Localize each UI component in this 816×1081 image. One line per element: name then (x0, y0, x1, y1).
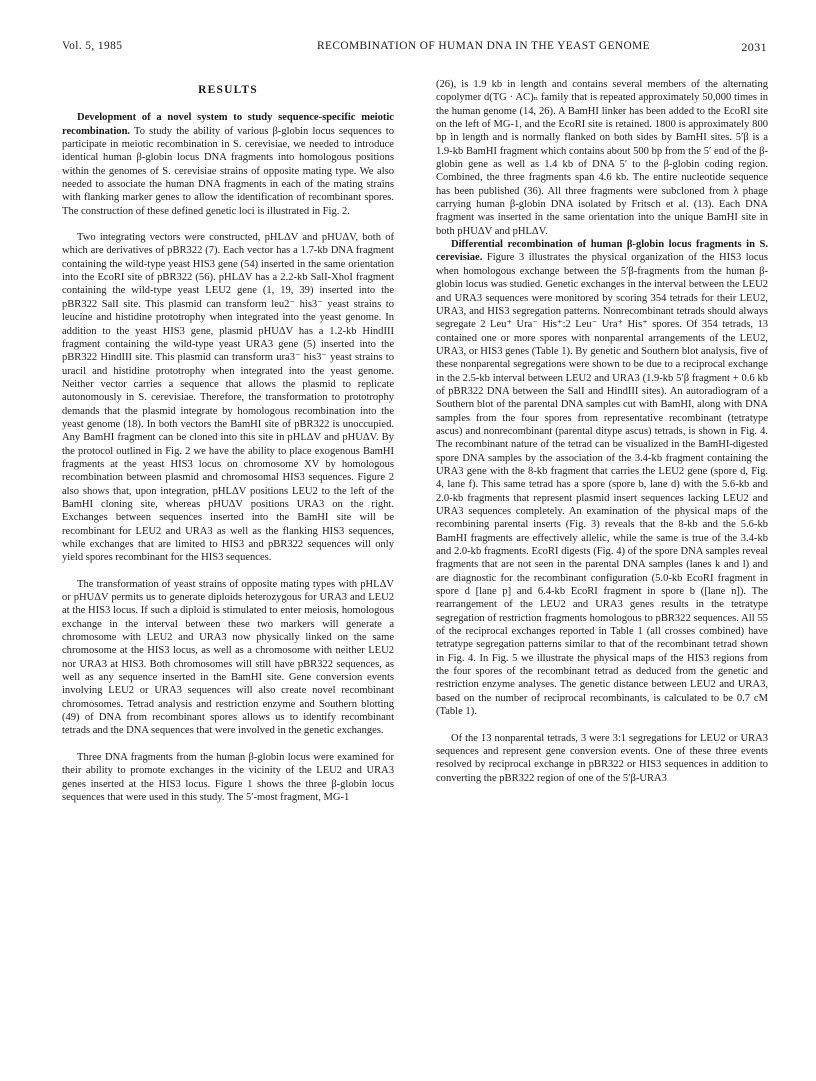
page-number: 2031 (741, 40, 767, 54)
paragraph-lead: Differential recombination of human β-globin locus fragments in S. cerevisiae. (436, 239, 768, 264)
paragraph: The transformation of yeast strains of opposite mating types with pHLΔV or pHUΔV permits us to generate diploids heterozygous for URA3 and LEU2 at the HIS3 locus. If such a diploid is stimulated to enter meiosis, homologous exchange in the interval between these two markers will generate a chromosome with LEU2 and URA3 now physically linked on the same chromosome at the HIS3 locus, as well as a chromosome with neither LEU2 nor URA3 at HIS3. Both chromosomes will still have pBR322 sequences, as well as any sequence inserted in the BamHI site. Gene conversion events involving LEU2 or URA3 sequences will also create novel recombinant chromosomes. Tetrad analysis and restriction enzyme and Southern blotting (49) of DNA from recombinant spores allows us to identify recombinant tetrads and the DNA sequences that were involved in the genetic exchanges. (62, 578, 394, 737)
paragraph-lead: Development of a novel system to study sequence-specific meiotic recombination. (62, 112, 394, 137)
paragraph: Two integrating vectors were constructed, pHLΔV and pHUΔV, both of which are derivatives of pBR322 (7). Each vector has a 1.7-kb DNA fragment containing the wild-type yeast HIS3 gene (54) inserted in the same orientation into the EcoRI site of pBR322 (56). pHLΔV has a 2.2-kb SalI-XhoI fragment containing the wild-type yeast LEU2 gene (1, 19, 39) inserted into the pBR322 SalI site. This plasmid can transform leu2⁻ his3⁻ yeast strains to leucine and histidine prototrophy when integrated into the yeast genome. In addition to the yeast HIS3 gene, plasmid pHUΔV has a 1.2-kb HindIII fragment containing the wild-type yeast URA3 gene (5) inserted into the pBR322 HindIII site. This plasmid can transform ura3⁻ his3⁻ yeast strains to uracil and histidine prototrophy when integrated into the yeast genome. Neither vector carries a sequence that allows the plasmid to replicate autonomously in S. cerevisiae. Therefore, the transformation to prototrophy demands that the plasmid integrate by homologous recombination into the yeast genome (18). In both vectors the BamHI site of pBR322 is unoccupied. Any BamHI fragment can be cloned into this site in pHLΔV and pHUΔV. By the protocol outlined in Fig. 2 we have the ability to place exogenous BamHI fragments at the yeast HIS3 locus on chromosome XV by homologous recombination between plasmid and chromosomal HIS3 sequences. Figure 2 also shows that, upon integration, pHLΔV positions LEU2 to the left of the BamHI cloning site, whereas pHUΔV positions URA3 on the right. Exchanges between sequences inserted into the BamHI site will be recombinant for LEU2 and URA3 as well as the flanking HIS3 sequences, while exchanges that are limited to HIS3 and pBR322 sequences will only yield spores recombinant for the HIS3 sequences. (62, 232, 394, 564)
paragraph (436, 238, 768, 718)
volume-label: Vol. 5, 1985 (62, 40, 123, 52)
paragraph (62, 111, 394, 218)
left-column (62, 78, 394, 804)
paragraph: (26), is 1.9 kb in length and contains several members of the alternating copolymer d(TG · AC)ₙ family that is repeated approximately 50,000 times in the human genome (14, 26). A BamHI linker has been added to the EcoRI site on the left of MG-1, and the EcoRI site is retained. 1800 is approximately 800 bp in length and is normally flanked on both sides by BamHI sites. 5′β is a 1.9-kb BamHI fragment which contains about 500 bp from the 5′ end of the β-globin gene as well as 1.4 kb of DNA 5′ to the β-globin coding region. Combined, the three fragments span 4.6 kb. The entire nucleotide sequence has been published (36). All three fragments were subcloned from λ phage carrying human β-globin DNA isolated by Fritsch et al. (13). Each DNA fragment was inserted in the same orientation into the unique BamHI site in both pHUΔV and pHLΔV. (436, 79, 768, 237)
section-heading: RESULTS (198, 84, 258, 96)
paragraph-body: Figure 3 illustrates the physical organization of the HIS3 locus when homologous exchange between the 5′β-fragments from the human β-globin locus was studied. Genetic exchanges in the interval between the LEU2 and URA3 sequences were monitored by scoring 354 tetrads for their LEU2, URA3, and HIS3 segregation patterns. Nonrecombinant tetrads should always segregate 2 Leu⁺ Ura⁻ His⁺:2 Leu⁻ Ura⁺ His⁺ spores. Of 354 tetrads, 13 contained one or more spores with nonparental arrangements of the LEU2, URA3, or HIS3 genes (Table 1). By genetic and Southern blot analysis, five of these nonparental segregations were shown to be due to a reciprocal exchange in the 2.5-kb interval between LEU2 and URA3 (1.9-kb 5′β fragment + 0.6 kb of pBR322 DNA between the SalI and HindIII sites). An autoradiogram of a Southern blot of the parental DNA samples cut with BamHI, along with DNA samples from the four spores from representative recombinant (tetratype ascus) and nonrecombinant (parental ditype ascus) tetrads, is shown in Fig. 4. The recombinant nature of the tetrad can be visualized in the BamHI-digested spore DNA samples by the association of the 3.4-kb fragment containing the URA3 gene with the 8-kb fragment that carries the LEU2 gene (spore d, Fig. 4, lane f). This same tetrad has a spore (spore b, lane d) with the 5.6-kb and 2.0-kb fragments that represent plasmid insert sequences lacking LEU2 and URA3 sequences completely. An examination of the physical maps of the recombining parental inserts (Fig. 3) reveals that the 8-kb and the 5.6-kb BamHI fragments are effectively allelic, while the same is true of the 3.4-kb and 2.0-kb fragments. EcoRI digests (Fig. 4) of the spore DNA samples reveal fragments that are not seen in the parental DNA samples (lanes k and l) and are diagnostic for the recombinant configuration (5.0-kb EcoRI fragment in spore d [lane p] and 6.4-kb EcoRI fragment in spore b ([lane n]). The rearrangement of the LEU2 and URA3 genes results in the tetratype segregation of restriction fragments homologous to pBR322 sequences. All 55 of the reciprocal exchanges reported in Table 1 (all crosses combined) have tetratype segregation patterns similar to that of the recombinant tetrad shown in Fig. 4. In Fig. 5 we illustrate the physical maps of the HIS3 regions from the four spores of the recombinant tetrad as deduced from the genetic and restriction enzyme analyses. The genetic distance between LEU2 and URA3, based on the number of reciprocal recombinants, is calculated to be 0.7 cM (Table 1). (436, 252, 769, 718)
paragraph: Of the 13 nonparental tetrads, 3 were 3:1 segregations for LEU2 or URA3 sequences and represent gene conversion events. One of these three events resolved by reciprocal exchange in pBR322 or HIS3 sequences in addition to converting the pBR322 region of one of the 5′β-URA3 (436, 732, 768, 784)
paragraph: Three DNA fragments from the human β-globin locus were examined for their ability to promote exchanges in the vicinity of the LEU2 and URA3 genes inserted at the HIS3 locus. Figure 1 shows the three β-globin locus sequences that were used in this study. The 5′-most fragment, MG-1 (62, 751, 394, 803)
running-title: RECOMBINATION OF HUMAN DNA IN THE YEAST GENOME (317, 40, 651, 52)
right-column (436, 78, 768, 785)
paragraph-body: To study the ability of various β-globin locus sequences to participate in meiotic recombination in S. cerevisiae, we needed to introduce identical human β-globin locus DNA fragments into homologous positions within the genomes of S. cerevisiae strains of opposite mating type. We also needed to associate the human DNA fragments in each of the mating strains with flanking marker genes to allow the identification of recombinant spores. The construction of these defined genetic loci is illustrated in Fig. 2. (62, 125, 394, 217)
